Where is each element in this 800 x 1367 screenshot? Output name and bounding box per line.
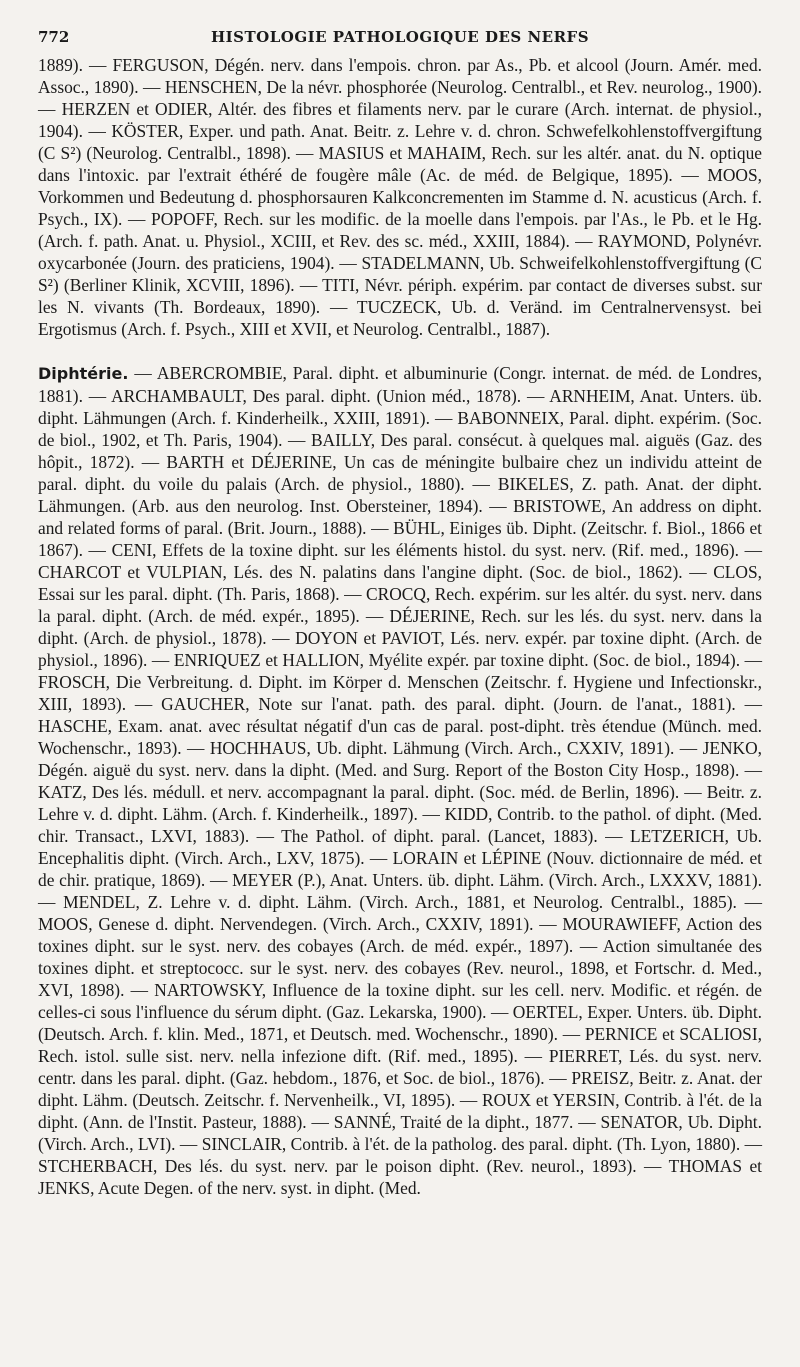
paragraph-text: — ABERCROMBIE, Paral. dipht. et albuminurie (Congr. internat. de méd. de Londres, 1881). — ARCHAMBAULT, Des paral. dipht. (Union méd., 1878). — ARNHEIM, Anat. Unters. üb. dipht. Lähmungen (Arch. f. Kinderheilk., XXIII, 1891). — BABONNEIX, Paral. dipht. expérim. (Soc. de biol., 1902, et Th. Paris, 1904). — BAILLY, Des paral. consécut. à quelques mal. aiguës (Gaz. des hôpit., 1872). — BARTH et DÉJERINE, Un cas de méningite bulbaire chez un individu atteint de paral. dipht. du voile du palais (Arch. de physiol., 1880). — BIKELES, Z. path. Anat. der dipht. Lähmungen. (Arb. aus den neurolog. Inst. Obersteiner, 1894). — BRISTOWE, An address on dipht. and related forms of paral. (Brit. Journ., 1888). — BÜHL, Einiges üb. Dipht. (Zeitschr. f. Biol., 1866 et 1867). — CENI, Effets de la toxine dipht. sur les éléments histol. du syst. nerv. (Rif. med., 1896). — CHARCOT et VULPIAN, Lés. des N. palatins dans l'angine dipht. (Soc. de biol., 1862). — CLOS, Essai sur les paral. dipht. (Th. Paris, 1868). — CROCQ, Rech. expérim. sur les altér. du syst. nerv. dans la paral. dipht. (Arch. de méd. expér., 1895). — DÉJERINE, Rech. sur les lés. du syst. nerv. dans la dipht. (Arch. de physiol., 1878). — DOYON et PAVIOT, Lés. nerv. expér. par toxine dipht. (Arch. de physiol., 1896). — ENRIQUEZ et HALLION, Myélite expér. par toxine dipht. (Soc. de biol., 1894). — FROSCH, Die Verbreitung. d. Dipht. im Körper d. Menschen (Zeitschr. f. Hygiene und Infectionskr., XIII, 1893). — GAUCHER, Note sur l'anat. path. des paral. dipht. (Journ. de l'anat., 1881). — HASCHE, Exam. anat. avec résultat négatif d'un cas de paral. post-dipht. très étendue (Münch. med. Wochenschr., 1893). — HOCHHAUS, Ub. dipht. Lähmung (Virch. Arch., CXXIV, 1891). — JENKO, Dégén. aiguë du syst. nerv. dans la dipht. (Med. and Surg. Report of the Boston City Hosp., 1898). — KATZ, Des lés. médull. et nerv. accompagnant la paral. dipht. (Soc. méd. de Berlin, 1896). — Beitr. z. Lehre v. d. dipht. Lähm. (Arch. f. Kinderheilk., 1897). — KIDD, Contrib. to the pathol. of dipht. (Med. chir. Transact., LXVI, 1883). — The Pathol. of dipht. paral. (Lancet, 1883). — LETZERICH, Ub. Encephalitis dipht. (Virch. Arch., LXV, 1875). — LORAIN et LÉPINE (Nouv. dictionnaire de méd. et de chir. pratique, 1869). — MEYER (P.), Anat. Unters. üb. dipht. Lähm. (Virch. Arch., LXXXV, 1881). — MENDEL, Z. Lehre v. d. dipht. Lähm. (Virch. Arch., 1881, et Neurolog. Centralbl., 1885). — MOOS, Genese d. dipht. Nervendegen. (Virch. Arch., CXXIV, 1891). — MOURAWIEFF, Action des toxines dipht. sur le syst. nerv. des cobayes (Arch. de méd. expér., 1897). — Action simultanée des toxines dipht. et streptococc. sur le syst. nerv. des cobayes (Rev. neurol., 1898, et Fortschr. d. Med., XVI, 1898). — NARTOWSKY, Influence de la toxine dipht. sur les cell. nerv. Modific. et régén. de celles-ci sous l'influence du sérum dipht. (Gaz. Lekarska, 1900). — OERTEL, Exper. Unters. üb. Dipht. (Deutsch. Arch. f. klin. Med., 1871, et Deutsch. med. Wochenschr., 1890). — PERNICE et SCALIOSI, Rech. istol. sulle sist. nerv. nella infezione dift. (Rif. med., 1895). — PIERRET, Lés. du syst. nerv. centr. dans les paral. dipht. (Gaz. hebdom., 1876, et Soc. de biol., 1876). — PREISZ, Beitr. z. Anat. der dipht. Lähm. (Deutsch. Zeitschr. f. Nervenheilk., VI, 1895). — ROUX et YERSIN, Contrib. à l'ét. de la dipht. (Ann. de l'Instit. Pasteur, 1888). — SANNÉ, Traité de la dipht., 1877. — SENATOR, Ub. Dipht. (Virch. Arch., LVI). — SINCLAIR, Contrib. à l'ét. de la patholog. des paral. dipht. (Th. Lyon, 1880). — STCHERBACH, Des lés. du syst. nerv. par le poison dipht. (Rev. neurol., 1893). — THOMAS et JENKS, Acute Degen. of the nerv. syst. in dipht. (Med.	[38, 363, 762, 1198]
page-number: 772	[38, 28, 70, 46]
section-heading-diphtheria: Diphtérie.	[38, 364, 129, 383]
paragraph-text: 1889). — FERGUSON, Dégén. nerv. dans l'empois. chron. par As., Pb. et alcool (Journ. Amér. med. Assoc., 1890). — HENSCHEN, De la névr. phosphorée (Neurolog. Centralbl., et Rev. neurolog., 1900). — HERZEN et ODIER, Altér. des fibres et filaments nerv. par le curare (Arch. internat. de physiol., 1904). — KÖSTER, Exper. und path. Anat. Beitr. z. Lehre v. d. chron. Schwefelkohlenstoffvergiftung (C S²) (Neurolog. Centralbl., 1898). — MASIUS et MAHAIM, Rech. sur les altér. anat. du N. optique dans l'intoxic. par l'extrait éthéré de fougère mâle (Ac. de méd. de Belgique, 1895). — MOOS, Vorkommen und Bedeutung d. phosphorsauren Kalkconcrementen im Stamme d. N. acusticus (Arch. f. Psych., IX). — POPOFF, Rech. sur les modific. de la moelle dans l'empois. par l'As., le Pb. et le Hg. (Arch. f. path. Anat. u. Physiol., XCIII, et Rev. des sc. méd., XXIII, 1884). — RAYMOND, Polynévr. oxycarbonée (Journ. des praticiens, 1904). — STADELMANN, Ub. Schweifelkohlenstoffvergiftung (C S²) (Berliner Klinik, XCVIII, 1896). — TITI, Névr. périph. expérim. par contact de diverses subst. sur les N. vivants (Th. Bordeaux, 1890). — TUCZECK, Ub. d. Veränd. im Centralnervensyst. bei Ergotismus (Arch. f. Psych., XIII et XVII, et Neurolog. Centralbl., 1887).	[38, 55, 762, 339]
bibliography-paragraph-intoxications	[38, 54, 762, 340]
running-title: HISTOLOGIE PATHOLOGIQUE DES NERFS	[210, 28, 590, 46]
bibliography-paragraph-diphtheria	[38, 362, 762, 1199]
running-head	[38, 28, 762, 46]
paragraph-gap	[38, 340, 762, 362]
